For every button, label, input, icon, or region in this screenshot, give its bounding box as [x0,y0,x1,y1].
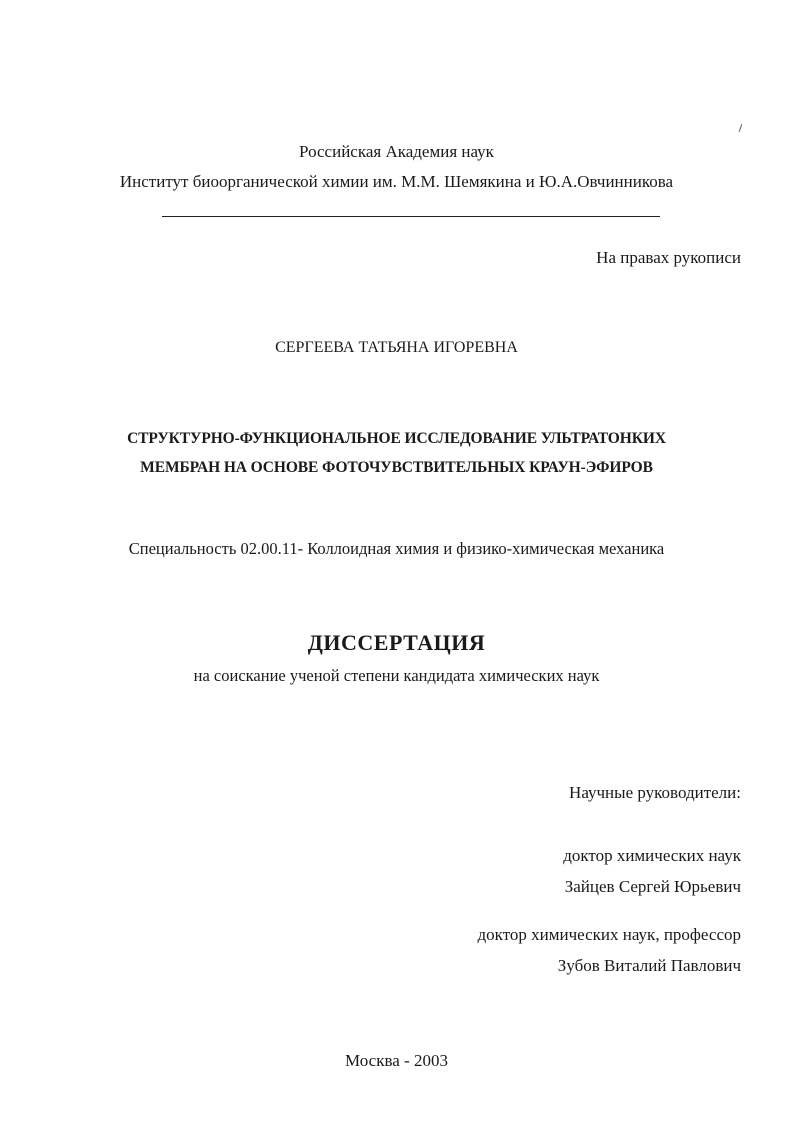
supervisors-heading: Научные руководители: [569,783,741,802]
supervisor-1-title: доктор химических наук [563,846,741,865]
title-line-2: МЕМБРАН НА ОСНОВЕ ФОТОЧУВСТВИТЕЛЬНЫХ КРАУН-ЭФИРОВ [140,459,653,476]
title-line-1: СТРУКТУРНО-ФУНКЦИОНАЛЬНОЕ ИССЛЕДОВАНИЕ УЛЬТРАТОНКИХ [127,430,666,447]
city-year: Москва - 2003 [345,1051,448,1070]
scan-mark [739,124,743,132]
manuscript-note: На правах рукописи [596,248,741,267]
header-divider [162,216,660,217]
author-name: СЕРГЕЕВА ТАТЬЯНА ИГОРЕВНА [275,339,518,356]
specialty: Специальность 02.00.11- Коллоидная химия и физико-химическая механика [128,539,665,558]
supervisor-1-name: Зайцев Сергей Юрьевич [564,877,741,896]
supervisor-2-title: доктор химических наук, профессор [477,925,741,944]
institute-name: Институт биоорганической химии им. М.М. Шемякина и Ю.А.Овчинникова [119,172,674,191]
document-type: ДИССЕРТАЦИЯ [307,630,486,655]
academy-name: Российская Академия наук [299,142,494,161]
supervisor-2-name: Зубов Виталий Павлович [557,956,741,975]
degree-description: на соискание ученой степени кандидата химических наук [193,666,600,685]
